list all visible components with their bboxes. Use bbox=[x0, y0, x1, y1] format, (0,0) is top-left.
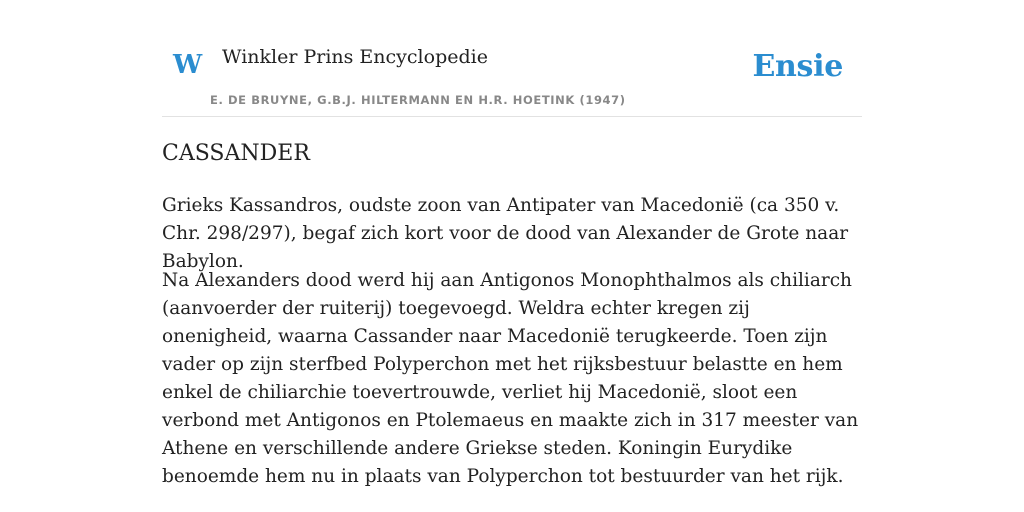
article-paragraph-2: Na Alexanders dood werd hij aan Antigonos Monophthalmos als chiliarch (aanvoerder der ruiterij) toegevoegd. Weldra echter kregen zij onenigheid, waarna Cassander naar Macedonië terugkeerde. Toen zijn vader op zijn sterfbed Polyperchon met het rijksbestuur belastte en hem enkel de chiliarchie toevertrouwde, verliet hij Macedonië, sloot een verbond met Antigonos en Ptolemaeus en maakte zich in 317 meester van Athene en verschillende andere Griekse steden. Koningin Eurydike benoemde hem nu in plaats van Polyperchon tot bestuurder van het rijk. bbox=[162, 270, 859, 487]
article-page bbox=[162, 0, 862, 487]
authors-line: E. DE BRUYNE, G.B.J. HILTERMANN EN H.R. HOETINK (1947) bbox=[210, 93, 626, 107]
page-header bbox=[162, 0, 862, 117]
article-headword: CASSANDER bbox=[162, 141, 310, 166]
article-paragraph-1: Grieks Kassandros, oudste zoon van Antipater van Macedonië (ca 350 v. Chr. 298/297), begaf zich kort voor de dood van Alexander de Grote naar Babylon. bbox=[162, 195, 849, 272]
encyclopedia-title[interactable]: Winkler Prins Encyclopedie bbox=[222, 46, 488, 68]
winkler-prins-logo[interactable]: W bbox=[173, 50, 203, 80]
ensie-logo[interactable]: Ensie bbox=[752, 49, 843, 84]
